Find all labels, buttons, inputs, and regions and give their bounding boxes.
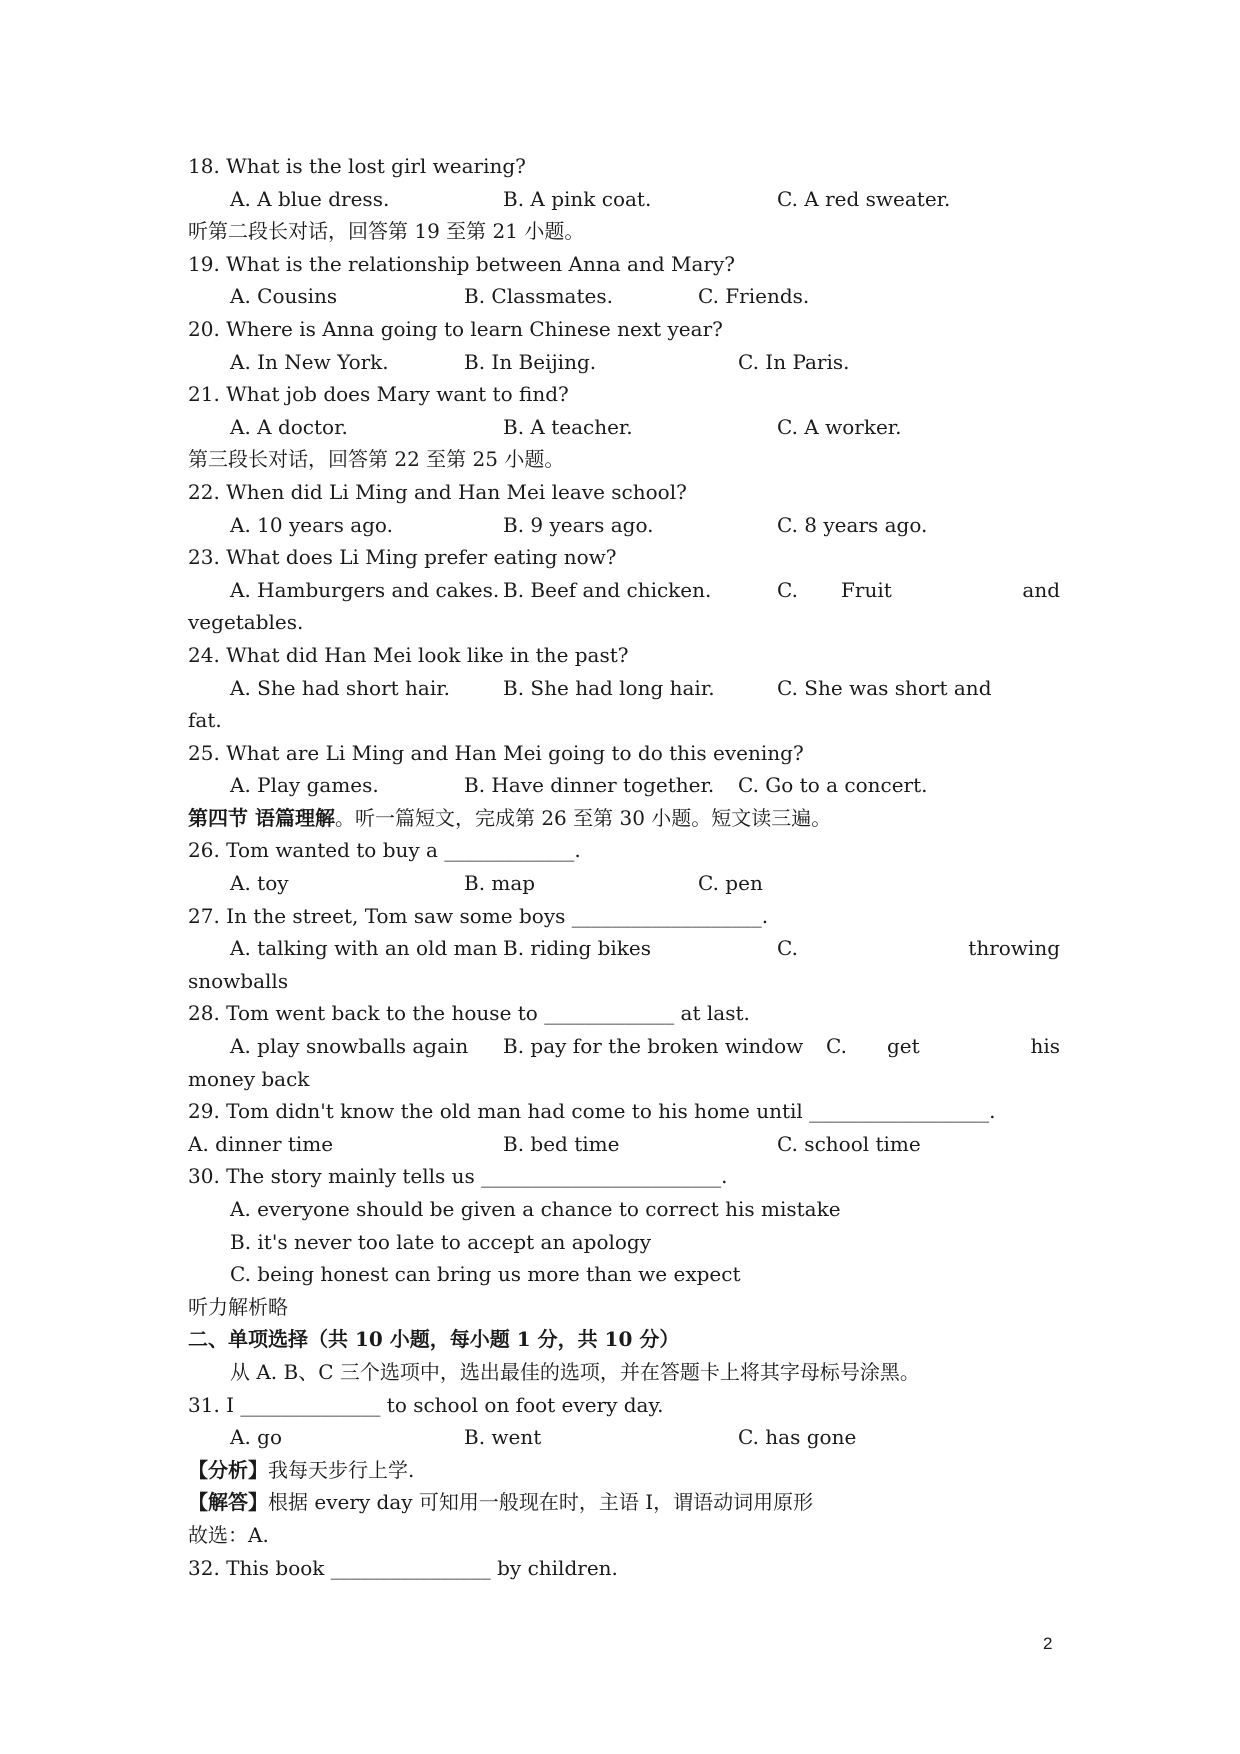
option-a: A. toy — [230, 871, 289, 896]
page-number: 2 — [1043, 1634, 1053, 1653]
option-a: A. go — [230, 1425, 283, 1450]
option-b: B. Classmates. — [464, 284, 613, 309]
options-21 — [188, 411, 1060, 444]
option-a: A. dinner time — [188, 1131, 334, 1156]
section-title: 第四节 语篇理解 — [188, 805, 335, 830]
answer-choice: 故选：A. — [188, 1522, 269, 1547]
analysis-label: 【分析】 — [188, 1457, 268, 1482]
option-b: B. She had long hair. — [503, 675, 715, 700]
section-title: 二、单项选择（共 10 小题，每小题 1 分，共 10 分） — [188, 1327, 680, 1352]
option-b: B. Have dinner together. — [464, 773, 715, 798]
options-26 — [188, 867, 1060, 900]
option-b: B. bed time — [503, 1131, 620, 1156]
option-b: B. A teacher. — [503, 414, 633, 439]
option-a: A. Hamburgers and cakes. — [230, 577, 500, 602]
question-22: 22. When did Li Ming and Han Mei leave school? — [188, 479, 687, 504]
question-18: 18. What is the lost girl wearing? — [188, 154, 526, 178]
options-25 — [188, 769, 1060, 802]
question-31: 31. I ______________ to school on foot every day. — [188, 1392, 664, 1417]
options-24 — [188, 672, 1060, 705]
option-c: C. In Paris. — [738, 349, 850, 374]
option-a: A. Play games. — [230, 773, 379, 798]
option-c: C. school time — [777, 1131, 921, 1156]
question-26: 26. Tom wanted to buy a _____________. — [188, 838, 581, 863]
options-19 — [188, 280, 1060, 313]
option-a: A. talking with an old man — [230, 936, 498, 961]
option-b: B. pay for the broken window — [503, 1034, 804, 1059]
options-18 — [188, 183, 1060, 216]
answer-label: 【解答】 — [188, 1490, 268, 1515]
option-a: A. A doctor. — [230, 414, 348, 439]
option-b: B. map — [464, 871, 536, 896]
option-c: C. A worker. — [777, 414, 902, 439]
answer-line — [188, 1486, 1060, 1519]
exam-page-content — [188, 150, 1060, 1584]
option-c: C. — [777, 936, 798, 961]
listening-note: 听力解析略 — [188, 1294, 288, 1319]
option-continuation: fat. — [188, 708, 222, 733]
option-a: A. She had short hair. — [230, 675, 450, 700]
option-a: A. In New York. — [230, 349, 389, 374]
question-30: 30. The story mainly tells us ________________________. — [188, 1164, 728, 1189]
option-c: C. She was short and — [777, 675, 992, 700]
option-a: A. play snowballs again — [230, 1034, 469, 1059]
option-a: A. A blue dress. — [230, 186, 390, 211]
option-c: C. Friends. — [698, 284, 810, 309]
section-instruction: 第三段长对话，回答第 22 至第 25 小题。 — [188, 447, 565, 472]
analysis-text: 我每天步行上学. — [268, 1457, 415, 1482]
option-continuation: money back — [188, 1066, 310, 1091]
option-c: C. pen — [698, 871, 763, 896]
options-31 — [188, 1421, 1060, 1454]
option-a: A. Cousins — [230, 284, 338, 309]
question-25: 25. What are Li Ming and Han Mei going to do this evening? — [188, 740, 804, 765]
option-c-word: get — [887, 1034, 920, 1059]
options-29 — [188, 1128, 1060, 1161]
question-21: 21. What job does Mary want to find? — [188, 382, 569, 407]
question-28: 28. Tom went back to the house to _____________ at last. — [188, 1001, 750, 1026]
option-c: C. — [826, 1034, 847, 1059]
options-28 — [188, 1030, 1060, 1063]
option-c-word: throwing — [968, 936, 1060, 961]
option-c: C. A red sweater. — [777, 186, 951, 211]
option-c-word: his — [1030, 1034, 1060, 1059]
option-c: C. has gone — [738, 1425, 857, 1450]
option-c: C. 8 years ago. — [777, 512, 928, 537]
option-continuation: vegetables. — [188, 610, 304, 635]
option-c: C. being honest can bring us more than we expect — [230, 1262, 741, 1287]
question-20: 20. Where is Anna going to learn Chinese next year? — [188, 316, 723, 341]
question-24: 24. What did Han Mei look like in the past? — [188, 642, 629, 667]
options-22 — [188, 509, 1060, 542]
options-20 — [188, 346, 1060, 379]
question-23: 23. What does Li Ming prefer eating now? — [188, 545, 617, 570]
option-b: B. 9 years ago. — [503, 512, 654, 537]
options-23 — [188, 574, 1060, 607]
option-b: B. went — [464, 1425, 542, 1450]
answer-text: 根据 every day 可知用一般现在时，主语 I，谓语动词用原形 — [268, 1490, 814, 1515]
option-c-word: Fruit — [841, 577, 892, 602]
option-b: B. it's never too late to accept an apology — [230, 1229, 652, 1254]
section-instruction: 听第二段长对话，回答第 19 至第 21 小题。 — [188, 219, 585, 244]
question-19: 19. What is the relationship between Anna and Mary? — [188, 251, 735, 276]
section-instruction: 从 A. B、C 三个选项中，选出最佳的选项，并在答题卡上将其字母标号涂黑。 — [230, 1359, 920, 1384]
option-b: B. Beef and chicken. — [503, 577, 712, 602]
option-b: B. In Beijing. — [464, 349, 597, 374]
option-b: B. riding bikes — [503, 936, 652, 961]
analysis-line — [188, 1454, 1060, 1487]
option-b: B. A pink coat. — [503, 186, 652, 211]
option-a: A. 10 years ago. — [230, 512, 393, 537]
option-continuation: snowballs — [188, 968, 289, 993]
option-c: C. — [777, 577, 798, 602]
question-27: 27. In the street, Tom saw some boys ___________________. — [188, 903, 769, 928]
section-heading — [188, 802, 1060, 835]
option-c-word: and — [1022, 577, 1060, 602]
question-32: 32. This book ________________ by children. — [188, 1555, 618, 1580]
options-27 — [188, 932, 1060, 965]
section-instruction: 。听一篇短文，完成第 26 至第 30 小题。短文读三遍。 — [334, 805, 832, 830]
option-c: C. Go to a concert. — [738, 773, 928, 798]
question-29: 29. Tom didn't know the old man had come to his home until __________________. — [188, 1099, 996, 1124]
option-a: A. everyone should be given a chance to correct his mistake — [230, 1197, 841, 1221]
